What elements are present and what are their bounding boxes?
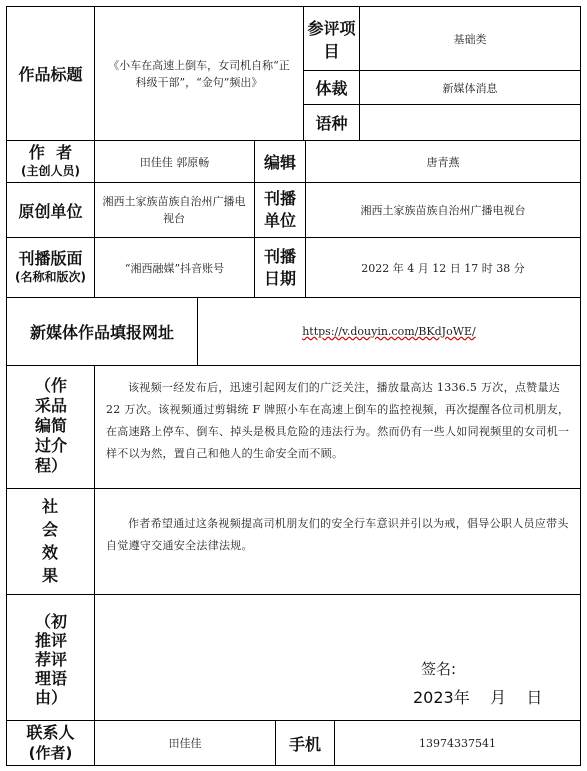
- author-value: 田佳佳 郭原畅: [139, 155, 210, 169]
- phone-label: 手机: [288, 734, 321, 754]
- divider: [6, 488, 581, 489]
- effect-text: 作者希望通过这条视频提高司机朋友们的安全行车意识并引以为戒，倡导公职人员应带头自觉遵守交通安全法律法规。: [106, 517, 569, 552]
- author-sublabel: (主创人员): [21, 164, 80, 179]
- signature-label: 签名:: [421, 660, 457, 678]
- url-cell: [198, 298, 580, 365]
- intro-text: 该视频一经发布后，迅速引起网友们的广泛关注，播放量高达 1336.5 万次，点赞量达 22 万次。该视频通过剪辑统 F 牌照小车在高速上倒车的监控视频，再次提醒各位司机朋友，在高速路上停车、倒车、掉头是极具危险的违法行为。然而仍有一些人如同视频里的女司机一样不以为然，置自己和他人的生命安全而不顾。: [106, 381, 570, 460]
- divider: [6, 594, 581, 595]
- divider: [94, 365, 95, 766]
- language-value: [360, 105, 580, 140]
- edition-sublabel: (名称和版次): [15, 270, 86, 285]
- publisher-value: 湘西土家族苗族自治州广播电视台: [360, 204, 526, 217]
- origin-value: 湘西土家族苗族自治州广播电视台: [102, 195, 246, 225]
- date-label: 刊播日期: [263, 246, 296, 288]
- date-value: 2022 年 4 月 12 日 17 时 38 分: [361, 261, 525, 275]
- origin-label: 原创单位: [18, 201, 83, 221]
- contact-label: 联系人: [26, 722, 75, 742]
- language-label: 语种: [315, 114, 348, 133]
- url-label: 新媒体作品填报网址: [29, 323, 174, 342]
- genre-value: 新媒体消息: [442, 81, 498, 95]
- editor-value: 唐青燕: [426, 155, 460, 169]
- divider: [6, 365, 581, 366]
- intro-label: （作采品编简过介程）: [34, 376, 67, 475]
- author-label-cell: [7, 141, 94, 182]
- contact-label-cell: [7, 721, 94, 765]
- submission-url[interactable]: https://v.douyin.com/BKdJoWE/: [302, 325, 476, 338]
- author-label: 作 者: [28, 143, 73, 163]
- editor-label: 编辑: [263, 153, 296, 172]
- contact-sublabel: (作者): [28, 743, 73, 762]
- genre-label: 体裁: [315, 79, 348, 98]
- edition-label: 刊播版面: [18, 249, 83, 269]
- category-value: 基础类: [453, 32, 487, 46]
- title-label: 作品标题: [18, 65, 83, 84]
- border-right: [580, 6, 581, 766]
- signature-date: 2023年 月 日: [413, 688, 543, 707]
- category-label: 参评项目: [307, 18, 356, 61]
- effect-label: 社会效果: [41, 497, 58, 585]
- border-bottom: [6, 765, 581, 766]
- recommend-label: （初推评荐评理语由）: [34, 611, 67, 707]
- edition-value: “湘西融媒”抖音账号: [124, 261, 225, 275]
- title-value: 《小车在高速上倒车，女司机自称“正科级干部”，“金句”频出》: [108, 58, 290, 89]
- edition-label-cell: [7, 238, 94, 297]
- publisher-label: 刊播单位: [263, 189, 296, 230]
- contact-value: 田佳佳: [168, 737, 202, 750]
- phone-value: 13974337541: [419, 736, 496, 750]
